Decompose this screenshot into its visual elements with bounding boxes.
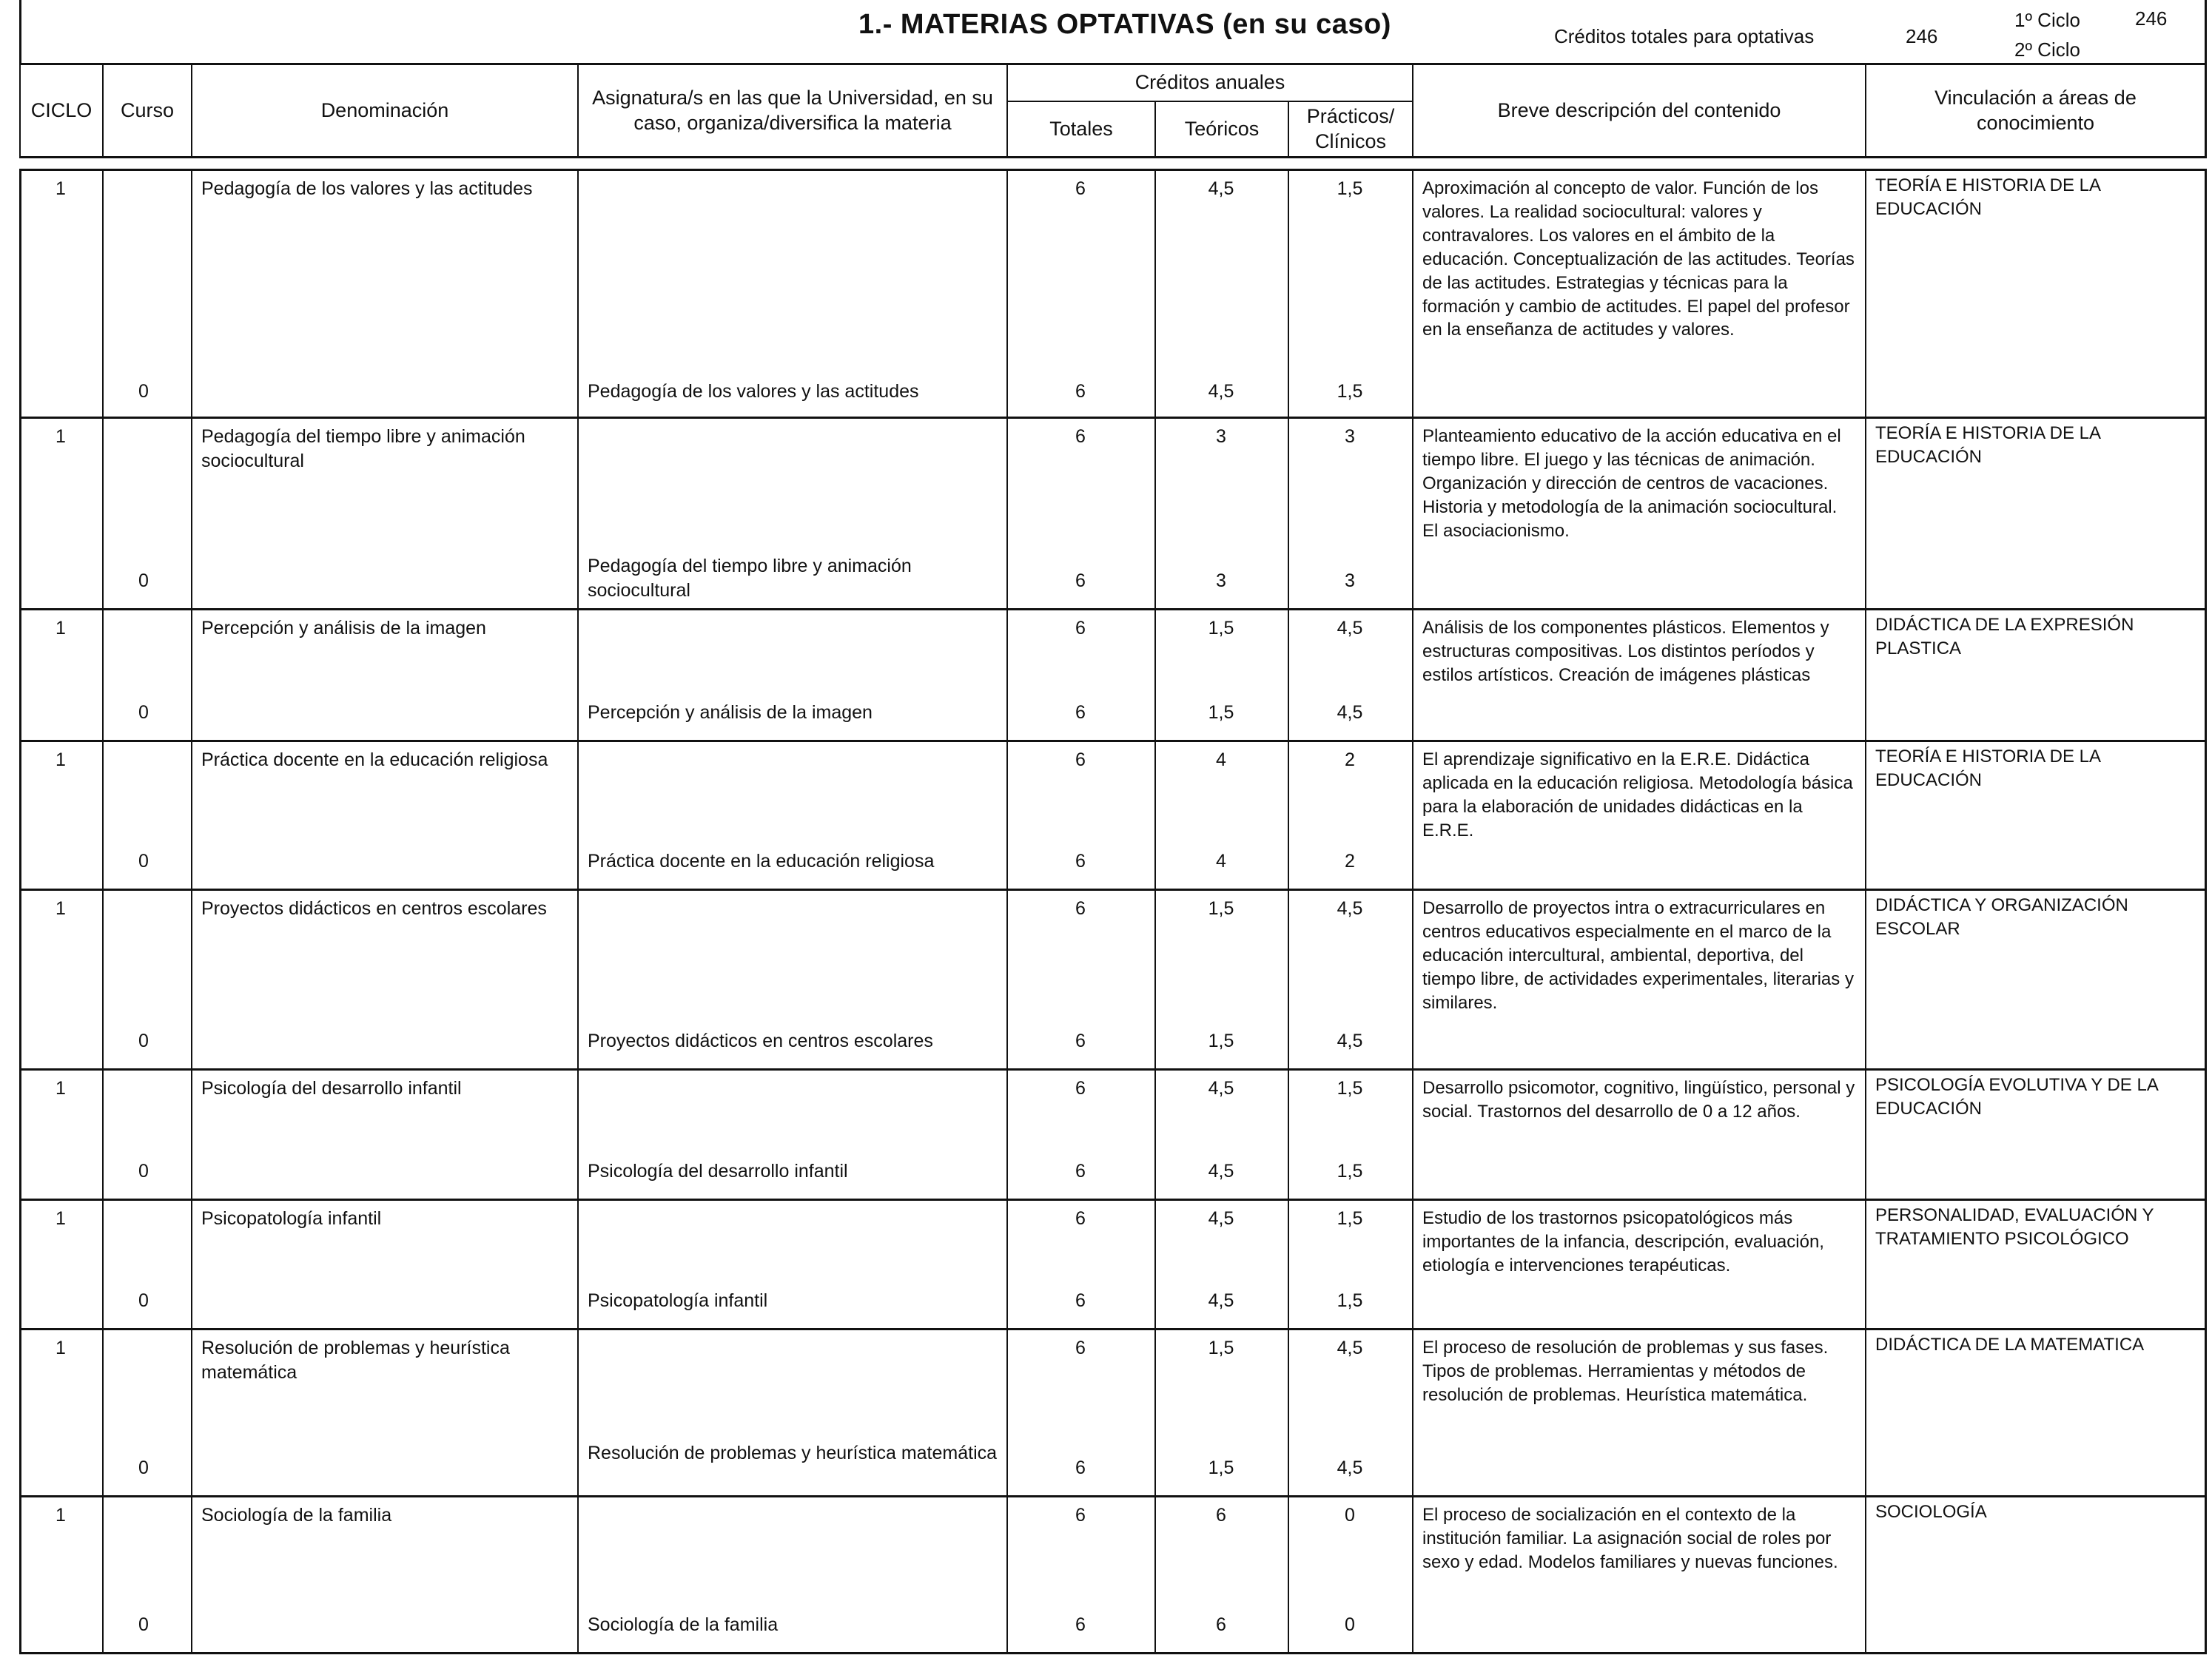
cell-totales-sub: 6 [1075,702,1086,723]
column-divider [191,1071,192,1199]
cell-asignatura: Percepción y análisis de la imagen [588,702,873,723]
header-teoricos-text: Teóricos [1184,117,1260,140]
header-teoricos [1154,102,1288,158]
cell-descripcion: Planteamiento educativo de la acción educativa en el tiempo libre. El juego y las técnicas de animación. Organización y dirección de centros de vacaciones. Historia y metodología de la animación sociocultural. El asociacionismo. [1422,426,1841,541]
cell-teoricos-sub: 1,5 [1208,702,1234,723]
column-divider [2205,742,2207,889]
cell-totales-sub: 6 [1075,1614,1086,1635]
cell-totales: 6 [1075,898,1086,919]
header-ciclo [19,65,102,158]
cell-ciclo: 1 [56,1078,66,1099]
column-divider [1412,1071,1413,1199]
cell-teoricos: 4,5 [1208,178,1234,199]
cell-denominacion: Pedagogía del tiempo libre y animación sociocultural [201,426,525,471]
ciclo1-label: 1º Ciclo [2014,9,2080,31]
column-divider [577,1330,579,1495]
header-asignatura-text: Asignatura/s en las que la Universidad, en su caso, organiza/diversifica la materia [592,86,993,134]
cell-totales-sub: 6 [1075,1458,1086,1478]
column-divider [191,1497,192,1652]
column-divider [2205,171,2207,417]
cell-denominacion: Proyectos didácticos en centros escolares [201,898,547,919]
cell-curso: 0 [138,1614,149,1635]
cell-curso: 0 [138,1458,149,1478]
column-divider [1412,891,1413,1068]
cell-totales-sub: 6 [1075,381,1086,402]
cell-practicos: 1,5 [1337,1208,1363,1229]
cell-vinculacion: PSICOLOGÍA EVOLUTIVA Y DE LA EDUCACIÓN [1875,1075,2158,1119]
cell-denominacion: Sociología de la familia [201,1505,392,1526]
ciclo1-value: 246 [2135,7,2168,30]
table-row [19,1497,2207,1654]
header-ciclo-text: CICLO [30,98,93,121]
table-row [19,169,2207,419]
cell-curso: 0 [138,1290,149,1311]
header-creditos-anuales-text: Créditos anuales [1134,71,1285,94]
cell-descripcion: El aprendizaje significativo en la E.R.E. Didáctica aplicada en la educación religiosa. Metodología básica para la elaboración de unidades didácticas en la E.R.E. [1422,749,1853,840]
column-divider [1412,1330,1413,1495]
cell-ciclo: 1 [56,618,66,638]
column-divider [2205,891,2207,1068]
cell-vinculacion: DIDÁCTICA DE LA EXPRESIÓN PLASTICA [1875,615,2134,658]
cell-descripcion: Aproximación al concepto de valor. Función de los valores. La realidad sociocultural: valores y contravalores. Los valores en el ámbito de la educación. Conceptualización de las actitudes. Teorías de las actitudes. Estrategias y técnicas para la formación y cambio de actitudes. El papel del profesor en la enseñanza de actitudes y valores. [1422,178,1855,340]
cell-denominacion: Psicopatología infantil [201,1208,382,1229]
column-divider [191,1330,192,1495]
column-divider [577,742,579,889]
cell-asignatura: Resolución de problemas y heurística matemática [588,1443,998,1463]
cell-totales-sub: 6 [1075,570,1086,591]
cell-teoricos-sub: 1,5 [1208,1458,1234,1478]
cell-teoricos-sub: 6 [1216,1614,1226,1635]
column-divider [1865,891,1866,1068]
cell-totales: 6 [1075,1338,1086,1358]
table-row [19,610,2207,742]
cell-curso: 0 [138,702,149,723]
cell-practicos: 0 [1345,1505,1355,1526]
cell-denominacion: Percepción y análisis de la imagen [201,618,486,638]
column-divider [191,891,192,1068]
column-divider [2205,1201,2207,1328]
table-row [19,1071,2207,1201]
cell-practicos-sub: 1,5 [1337,381,1363,402]
cell-totales-sub: 6 [1075,1161,1086,1182]
cell-teoricos: 3 [1216,426,1226,447]
cell-practicos-sub: 1,5 [1337,1290,1363,1311]
cell-teoricos-sub: 4 [1216,851,1226,872]
cell-vinculacion: TEORÍA E HISTORIA DE LA EDUCACIÓN [1875,747,2100,790]
column-divider [191,742,192,889]
column-divider [1412,1497,1413,1652]
cell-practicos: 4,5 [1337,898,1363,919]
column-divider [577,610,579,740]
cell-totales-sub: 6 [1075,1290,1086,1311]
cell-curso: 0 [138,381,149,402]
cell-descripcion: Estudio de los trastornos psicopatológicos más importantes de la infancia, descripción, evaluación, etiología e intervenciones terapéuticas. [1422,1208,1824,1275]
cell-asignatura: Proyectos didácticos en centros escolares [588,1031,933,1051]
cell-teoricos-sub: 4,5 [1208,381,1234,402]
header-totales-text: Totales [1049,117,1113,140]
cell-practicos: 1,5 [1337,1078,1363,1099]
column-divider [577,1201,579,1328]
cell-practicos-sub: 4,5 [1337,1458,1363,1478]
page-title: 1.- MATERIAS OPTATIVAS (en su caso) [858,9,1391,40]
cell-totales: 6 [1075,1505,1086,1526]
column-divider [1412,419,1413,608]
header-vinculacion-text: Vinculación a áreas de conocimiento [1934,86,2137,134]
column-divider [19,171,21,417]
cell-ciclo: 1 [56,178,66,199]
column-divider [1865,1071,1866,1199]
cell-asignatura: Pedagogía de los valores y las actitudes [588,381,919,402]
column-divider [1865,1201,1866,1328]
ciclo2-label: 2º Ciclo [2014,38,2080,61]
cell-teoricos: 4,5 [1208,1078,1234,1099]
cell-ciclo: 1 [56,749,66,770]
header-asignatura [577,65,1006,158]
column-divider [2205,610,2207,740]
cell-denominacion: Psicología del desarrollo infantil [201,1078,462,1099]
column-divider [191,171,192,417]
cell-descripcion: Desarrollo de proyectos intra o extracurriculares en centros educativos especialmente en el marco de la educación intercultural, ambiental, deportiva, del tiempo libre, de actividades experimentales, literarias y similares. [1422,898,1854,1013]
column-divider [1865,1497,1866,1652]
cell-asignatura: Sociología de la familia [588,1614,779,1635]
column-divider [1865,419,1866,608]
column-divider [577,1497,579,1652]
cell-descripcion: Desarrollo psicomotor, cognitivo, lingüístico, personal y social. Trastornos del desarrollo de 0 a 12 años. [1422,1078,1855,1122]
cell-practicos-sub: 0 [1345,1614,1355,1635]
cell-vinculacion: TEORÍA E HISTORIA DE LA EDUCACIÓN [1875,175,2100,219]
column-divider [1865,1330,1866,1495]
cell-asignatura: Psicología del desarrollo infantil [588,1161,848,1182]
column-divider [1865,171,1866,417]
cell-vinculacion: TEORÍA E HISTORIA DE LA EDUCACIÓN [1875,423,2100,467]
header-creditos-anuales [1006,65,1412,102]
cell-curso: 0 [138,1031,149,1051]
cell-curso: 0 [138,570,149,591]
cell-totales: 6 [1075,1078,1086,1099]
cell-asignatura: Práctica docente en la educación religiosa [588,851,935,872]
column-divider [1412,1201,1413,1328]
cell-teoricos-sub: 4,5 [1208,1161,1234,1182]
column-divider [2205,1071,2207,1199]
column-divider [577,419,579,608]
cell-totales: 6 [1075,1208,1086,1229]
table-row [19,742,2207,891]
cell-curso: 0 [138,851,149,872]
cell-asignatura: Psicopatología infantil [588,1290,768,1311]
cell-vinculacion: PERSONALIDAD, EVALUACIÓN Y TRATAMIENTO PSICOLÓGICO [1875,1205,2154,1249]
cell-denominacion: Práctica docente en la educación religiosa [201,749,548,770]
column-divider [191,1201,192,1328]
table-row [19,1330,2207,1497]
cell-teoricos-sub: 3 [1216,570,1226,591]
cell-practicos-sub: 4,5 [1337,1031,1363,1051]
table-row [19,419,2207,610]
column-divider [1865,742,1866,889]
cell-totales: 6 [1075,178,1086,199]
column-divider [1412,610,1413,740]
cell-practicos-sub: 3 [1345,570,1355,591]
column-divider [577,1071,579,1199]
cell-teoricos: 4 [1216,749,1226,770]
cell-practicos: 2 [1345,749,1355,770]
cell-vinculacion: SOCIOLOGÍA [1875,1502,1987,1522]
cell-descripcion: Análisis de los componentes plásticos. Elementos y estructuras compositivas. Los distintos períodos y estilos artísticos. Creación de imágenes plásticas [1422,618,1829,685]
column-divider [2205,1330,2207,1495]
header-practicos-text: Prácticos/ Clínicos [1306,104,1395,152]
header-curso-text: Curso [120,98,175,121]
cell-totales: 6 [1075,618,1086,638]
cell-teoricos-sub: 4,5 [1208,1290,1234,1311]
cell-asignatura: Pedagogía del tiempo libre y animación sociocultural [588,556,912,601]
column-divider [2205,419,2207,608]
column-divider [191,419,192,608]
cell-descripcion: El proceso de socialización en el contexto de la institución familiar. La asignación social de roles por sexo y edad. Modelos familiares y nuevas funciones. [1422,1505,1838,1572]
cell-practicos-sub: 1,5 [1337,1161,1363,1182]
header-curso [102,65,191,158]
cell-teoricos: 6 [1216,1505,1226,1526]
cell-denominacion: Resolución de problemas y heurística matemática [201,1338,510,1383]
column-divider [1865,610,1866,740]
cell-ciclo: 1 [56,1338,66,1358]
cell-practicos-sub: 2 [1345,851,1355,872]
cell-ciclo: 1 [56,426,66,447]
cell-practicos: 4,5 [1337,618,1363,638]
cell-teoricos-sub: 1,5 [1208,1031,1234,1051]
creditos-totales-value: 246 [1906,25,1938,47]
cell-vinculacion: DIDÁCTICA DE LA MATEMATICA [1875,1335,2145,1355]
column-divider [1412,171,1413,417]
header-totales [1006,102,1154,158]
cell-practicos: 3 [1345,426,1355,447]
cell-practicos: 4,5 [1337,1338,1363,1358]
cell-practicos: 1,5 [1337,178,1363,199]
column-divider [191,610,192,740]
header-descripcion [1412,65,1865,158]
header-descripcion-text: Breve descripción del contenido [1497,98,1781,121]
header-denominacion [191,65,577,158]
cell-practicos-sub: 4,5 [1337,702,1363,723]
cell-teoricos: 1,5 [1208,1338,1234,1358]
cell-vinculacion: DIDÁCTICA Y ORGANIZACIÓN ESCOLAR [1875,895,2128,939]
header-denominacion-text: Denominación [320,98,449,121]
column-divider [577,891,579,1068]
column-divider [577,171,579,417]
cell-totales: 6 [1075,749,1086,770]
table-row [19,891,2207,1071]
cell-ciclo: 1 [56,1505,66,1526]
cell-curso: 0 [138,1161,149,1182]
cell-teoricos: 4,5 [1208,1208,1234,1229]
cell-teoricos: 1,5 [1208,618,1234,638]
cell-totales-sub: 6 [1075,851,1086,872]
table-row [19,1201,2207,1330]
header-practicos [1288,102,1412,158]
cell-denominacion: Pedagogía de los valores y las actitudes [201,178,533,199]
cell-ciclo: 1 [56,1208,66,1229]
column-divider [2205,1497,2207,1652]
cell-ciclo: 1 [56,898,66,919]
column-divider [1412,742,1413,889]
creditos-totales-label: Créditos totales para optativas [1554,25,1815,47]
cell-teoricos: 1,5 [1208,898,1234,919]
header-vinculacion [1865,65,2207,158]
cell-descripcion: El proceso de resolución de problemas y sus fases. Tipos de problemas. Herramientas y métodos de resolución de problemas. Heurística matemática. [1422,1338,1829,1405]
cell-totales-sub: 6 [1075,1031,1086,1051]
cell-totales: 6 [1075,426,1086,447]
